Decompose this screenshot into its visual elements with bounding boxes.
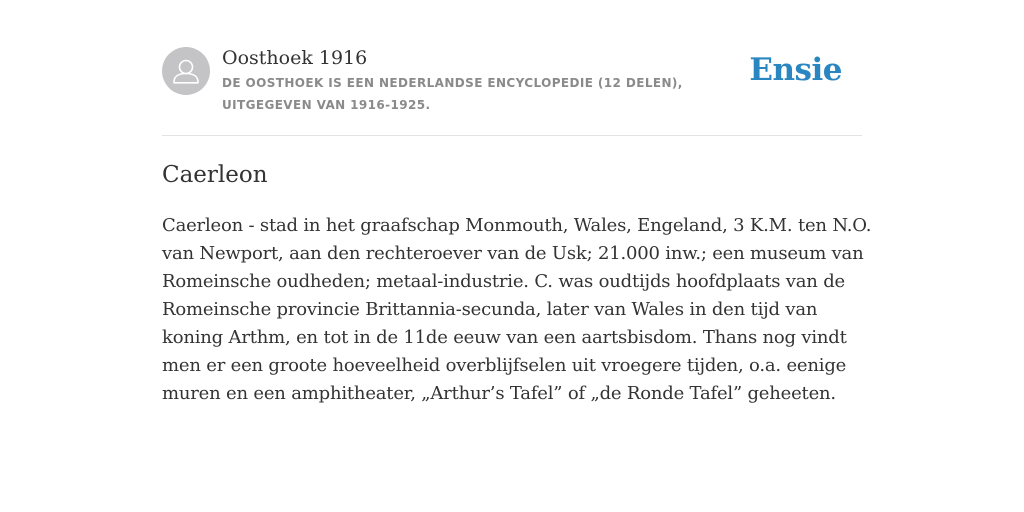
header-divider [162,135,862,136]
source-title[interactable]: Oosthoek 1916 [222,47,368,69]
entry-body: Caerleon - stad in het graafschap Monmouth, Wales, Engeland, 3 K.M. ten N.O. van Newport, aan den rechteroever van de Usk; 21.000 inw.; een museum van Romeinsche oudheden; metaal-industrie. C. was oudtijds hoofdplaats van de Romeinsche provincie Brittannia-secunda, later van Wales in den tijd van koning Arthm, en tot in de 11de eeuw van een aartsbisdom. Thans nog vindt men er een groote hoeveelheid overblijfselen uit vroegere tijden, o.a. eenige muren en een amphitheater, „Arthur’s Tafel” of „de Ronde Tafel” geheeten. [162,215,872,404]
source-description: DE OOSTHOEK IS EEN NEDERLANDSE ENCYCLOPEDIE (12 DELEN), UITGEGEVEN VAN 1916-1925. [222,76,683,112]
source-avatar[interactable] [162,47,210,95]
brand-logo[interactable]: Ensie [749,52,842,88]
entry-title: Caerleon [162,162,268,188]
user-icon [162,47,210,95]
source-header [162,46,862,116]
